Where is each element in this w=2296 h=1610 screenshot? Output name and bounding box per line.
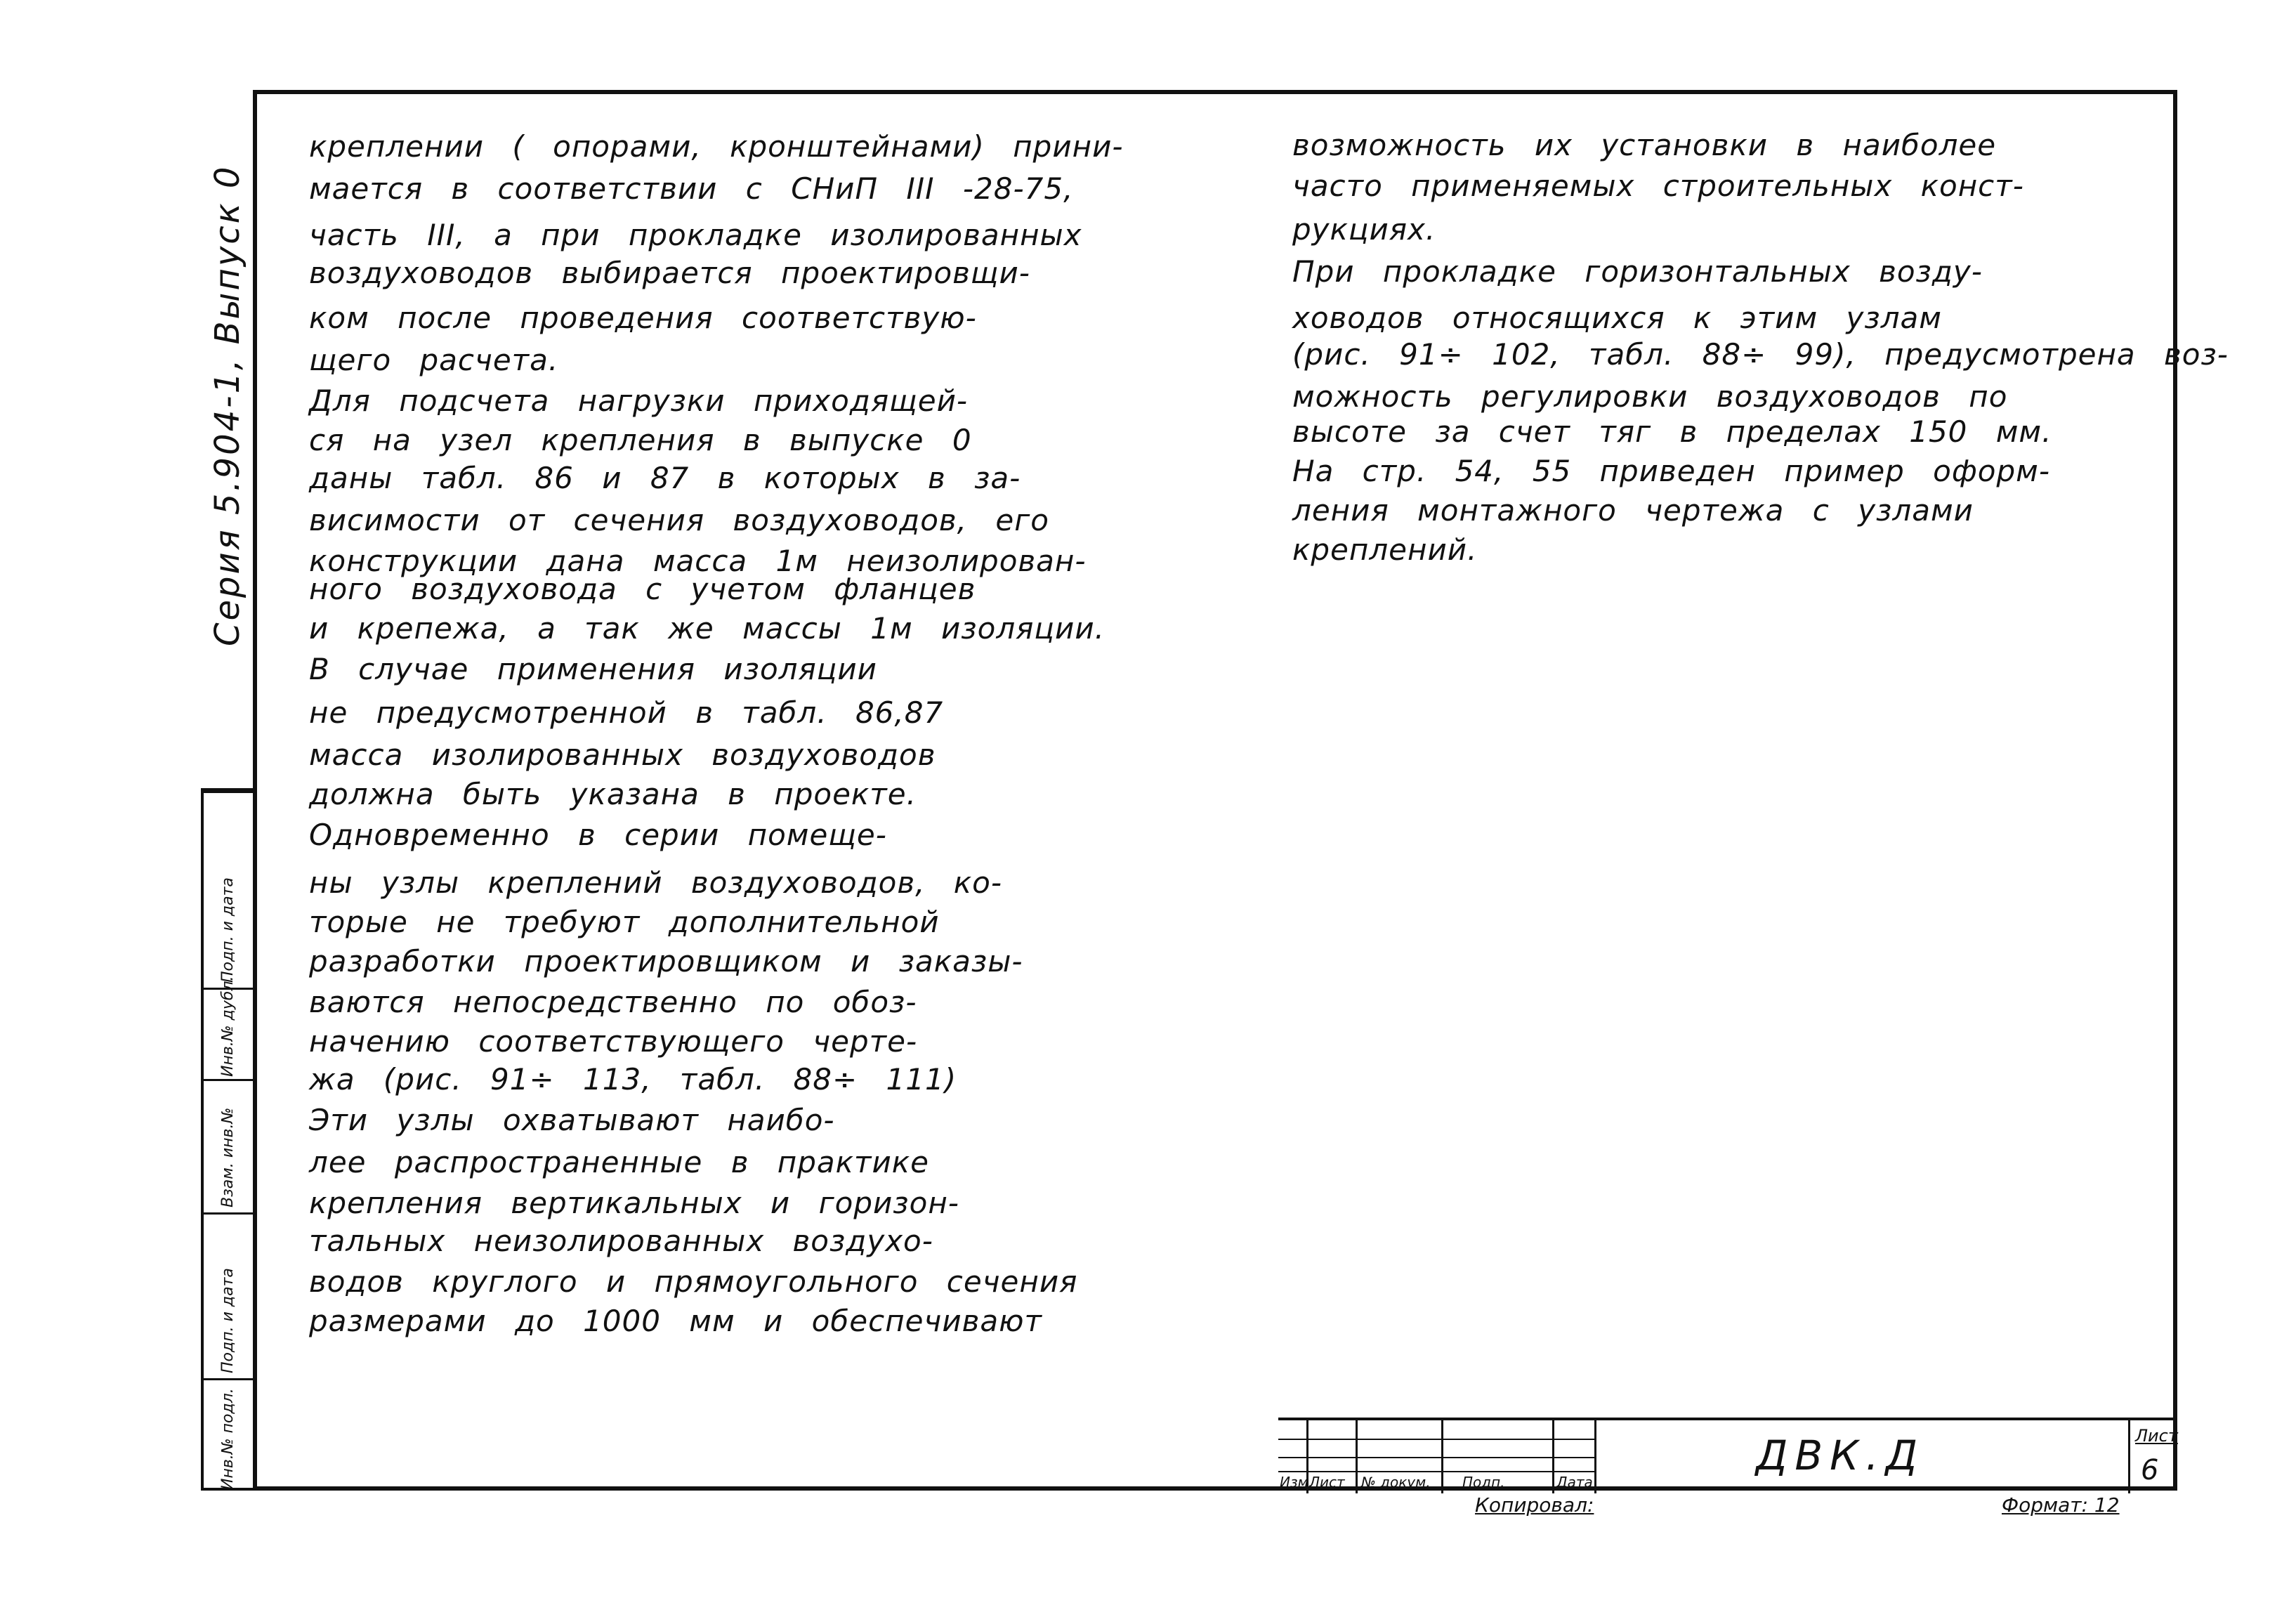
text-line: конструкции дана масса 1м неизолирован-	[309, 544, 1087, 578]
text-line: щего расчета.	[309, 343, 559, 377]
margin-cell	[204, 976, 257, 1079]
text-line: На стр. 54, 55 приведен пример оформ-	[1292, 454, 2050, 488]
title-block-divider	[1441, 1420, 1443, 1493]
text-line: В случае применения изоляции	[309, 652, 877, 686]
text-line: тальных неизолированных воздухо-	[309, 1224, 933, 1258]
text-line: мается в соответствии с СНиП III -28-75,	[309, 171, 1074, 206]
text-line: рукциях.	[1292, 212, 1436, 247]
text-line: и крепежа, а так же массы 1м изоляции.	[309, 611, 1105, 646]
series-label: Серия 5.904-1, Выпуск 0	[208, 164, 247, 646]
text-line: ного воздуховода с учетом фланцев	[309, 572, 976, 606]
title-block-row	[1278, 1471, 1594, 1472]
text-line: часто применяемых строительных конст-	[1292, 169, 2024, 203]
text-line: ны узлы креплений воздуховодов, ко-	[309, 865, 1003, 900]
text-line: должна быть указана в проекте.	[309, 777, 917, 811]
text-line: (рис. 91÷ 102, табл. 88÷ 99), предусмотрена воз-	[1292, 337, 2229, 372]
text-line: ховодов относящихся к этим узлам	[1292, 301, 1942, 335]
tb-label-doc-no: № докум.	[1361, 1474, 1431, 1491]
text-line: креплений.	[1292, 532, 1478, 567]
title-block-divider	[1594, 1420, 1596, 1493]
margin-label: Инв.№ подл.	[219, 1388, 237, 1490]
margin-label: Взам. инв.№	[219, 1107, 237, 1208]
title-block-row	[1278, 1457, 1594, 1458]
sheet-label: Лист	[2135, 1426, 2178, 1446]
margin-label: Подп. и дата	[219, 877, 237, 983]
text-line: даны табл. 86 и 87 в которых в за-	[309, 461, 1021, 495]
text-line: лее распространенные в практике	[309, 1145, 930, 1179]
text-line: Для подсчета нагрузки приходящей-	[309, 384, 969, 418]
text-line: крепления вертикальных и горизон-	[309, 1186, 959, 1220]
text-line: Эти узлы охватывают наибо-	[309, 1103, 835, 1137]
text-line: Одновременно в серии помеще-	[309, 818, 887, 852]
text-line: креплении ( опорами, кронштейнами) прини-	[309, 129, 1124, 164]
margin-cell	[204, 791, 257, 988]
text-line: торые не требуют дополнительной	[309, 905, 940, 939]
margin-label: Подп. и дата	[219, 1268, 237, 1373]
sheet-number: 6	[2141, 1454, 2159, 1486]
margin-label: Инв.№ дубл.	[219, 976, 237, 1077]
text-line: При прокладке горизонтальных возду-	[1292, 254, 1983, 289]
text-line: ся на узел крепления в выпуске 0	[309, 423, 972, 457]
text-line: разработки проектировщиком и заказы-	[309, 944, 1023, 979]
tb-label-sheet: Лист	[1309, 1474, 1345, 1491]
text-line: ления монтажного чертежа с узлами	[1292, 493, 1974, 528]
text-line: начению соответствующего черте-	[309, 1024, 918, 1059]
document-code: ДВК.Д	[1756, 1432, 1925, 1479]
text-line: ком после проведения соответствую-	[309, 301, 977, 335]
title-block-row	[1278, 1439, 1594, 1440]
tb-label-signature: Подп.	[1462, 1474, 1505, 1491]
margin-cell	[204, 1212, 257, 1378]
text-line: размерами до 1000 мм и обеспечивают	[309, 1304, 1042, 1338]
text-line: жа (рис. 91÷ 113, табл. 88÷ 111)	[309, 1062, 957, 1097]
text-line: ваются непосредственно по обоз-	[309, 985, 917, 1019]
tb-label-change: Изм.	[1280, 1474, 1313, 1491]
text-line: не предусмотренной в табл. 86,87	[309, 695, 944, 730]
title-block-divider	[1552, 1420, 1554, 1493]
text-line: возможность их установки в наиболее	[1292, 128, 1997, 162]
margin-cell	[204, 1378, 257, 1491]
format-label: Формат: 12	[2002, 1493, 2120, 1517]
tb-label-date: Дата	[1556, 1474, 1593, 1491]
text-line: высоте за счет тяг в пределах 150 мм.	[1292, 414, 2052, 449]
text-line: воздуховодов выбирается проектировщи-	[309, 256, 1030, 290]
text-line: масса изолированных воздуховодов	[309, 738, 936, 772]
copied-by: Копировал:	[1475, 1493, 1594, 1517]
text-line: висимости от сечения воздуховодов, его	[309, 503, 1049, 537]
text-line: часть III, а при прокладке изолированных	[309, 218, 1082, 252]
text-line: можность регулировки воздуховодов по	[1292, 379, 2008, 414]
margin-stamp-column	[201, 788, 257, 1491]
title-block-divider	[1356, 1420, 1358, 1493]
text-line: водов круглого и прямоугольного сечения	[309, 1264, 1078, 1299]
title-block-divider	[2128, 1420, 2130, 1493]
title-block	[1278, 1418, 2177, 1491]
